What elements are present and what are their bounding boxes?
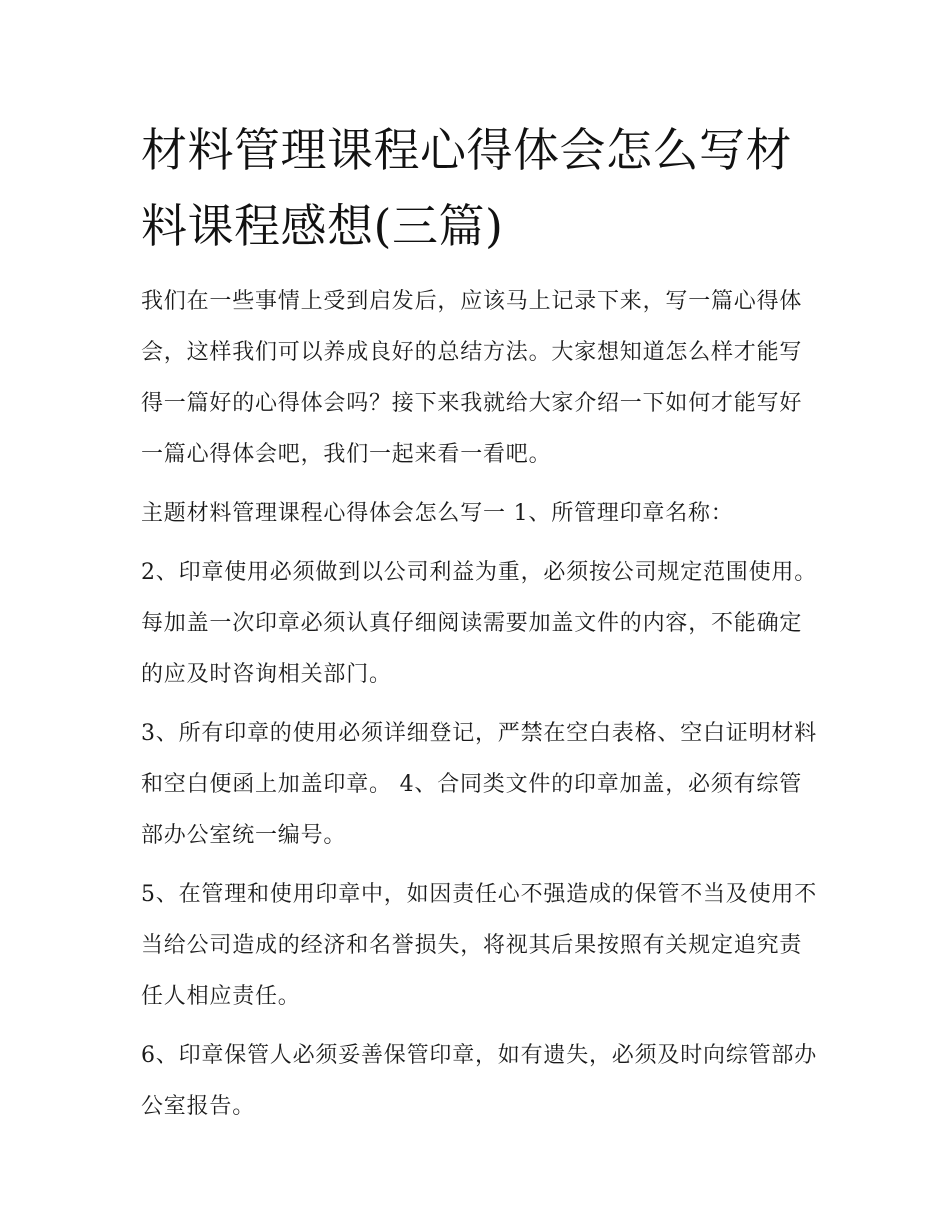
rule-paragraph-2: 2、印章使用必须做到以公司利益为重，必须按公司规定范围使用。每加盖一次印章必须认真仔细阅读需要加盖文件的内容，不能确定的应及时咨询相关部门。 bbox=[141, 560, 817, 687]
intro-paragraph: 我们在一些事情上受到启发后，应该马上记录下来，写一篇心得体会，这样我们可以养成良好的总结方法。大家想知道怎么样才能写得一篇好的心得体会吗？接下来我就给大家介绍一下如何才能写好一篇心得体会吧，我们一起来看一看吧。 bbox=[141, 289, 803, 467]
document-body bbox=[141, 112, 821, 1140]
rule-paragraph-6: 6、印章保管人必须妥善保管印章，如有遗失，必须及时向综管部办公室报告。 bbox=[141, 1043, 817, 1119]
document-title: 材料管理课程心得体会怎么写材料课程感想(三篇) bbox=[141, 123, 792, 253]
topic-paragraph: 主题材料管理课程心得体会怎么写一 1、所管理印章名称： bbox=[141, 501, 734, 526]
rule-paragraph-3: 3、所有印章的使用必须详细登记，严禁在空白表格、空白证明材料和空白便函上加盖印章。 4、合同类文件的印章加盖，必须有综管部办公室统一编号。 bbox=[141, 721, 817, 848]
rule-paragraph-5: 5、在管理和使用印章中，如因责任心不强造成的保管不当及使用不当给公司造成的经济和名誉损失，将视其后果按照有关规定追究责任人相应责任。 bbox=[141, 882, 817, 1009]
